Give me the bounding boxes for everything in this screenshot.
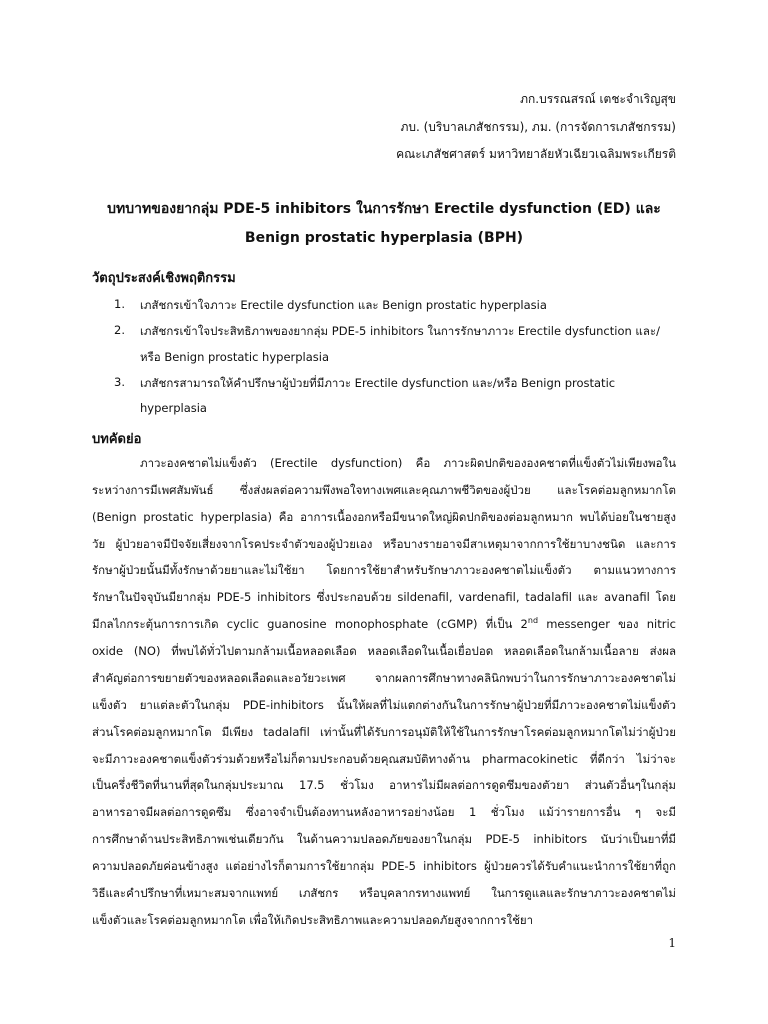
abstract-line: จะมีภาวะองคชาตแข็งตัวร่วมด้วยหรือไม่ก็ตามประกอบด้วยคุณสมบัติทางด้าน pharmacokinetic ที่ดีกว่า ไม่ว่าจะ — [92, 752, 676, 766]
abstract-line: oxide (NO) ที่พบได้ทั่วไปตามกล้ามเนื้อหลอดเลือด หลอดเลือดในเนื้อเยื่อปอด หลอดเลือดในกล้ามเนื้อลาย ส่งผล — [92, 644, 676, 658]
abstract-line: (Benign prostatic hyperplasia) คือ อาการเนื้องอกหรือมีขนาดใหญ่ผิดปกติของต่อมลูกหมาก พบได้บ่อยในชายสูง — [92, 510, 676, 524]
ordinal-suffix: nd — [527, 616, 539, 626]
objective-text: เภสัชกรเข้าใจภาวะ Erectile dysfunction และ Benign prostatic hyperplasia — [140, 298, 547, 312]
objective-text: เภสัชกรเข้าใจประสิทธิภาพของยากลุ่ม PDE-5 inhibitors ในการรักษาภาวะ Erectile dysfunction และ/ — [140, 324, 660, 338]
abstract-line: ภาวะองคชาตไม่แข็งตัว (Erectile dysfunction) คือ ภาวะผิดปกติขององคชาตที่แข็งตัวไม่เพียงพอใน — [140, 456, 676, 470]
abstract-line: เป็นครึ่งชีวิตที่นานที่สุดในกลุ่มประมาณ 17.5 ชั่วโมง อาหารไม่มีผลต่อการดูดซึมของตัวยา ส่วนตัวอื่นๆในกลุ่ม — [92, 778, 676, 792]
abstract-line: ส่วนโรคต่อมลูกหมากโต มีเพียง tadalafil เท่านั้นที่ได้รับการอนุมัติให้ใช้ในการรักษาโรคต่อมลูกหมากโตไม่ว่าผู้ป่วย — [92, 725, 676, 739]
abstract-line: รักษาผู้ป่วยนั้นมีทั้งรักษาด้วยยาและไม่ใช้ยา โดยการใช้ยาสำหรับรักษาภาวะองคชาตไม่แข็งตัว ตามแนวทางการ — [92, 563, 676, 577]
objective-text: เภสัชกรสามารถให้คำปรึกษาผู้ป่วยที่มีภาวะ Erectile dysfunction และ/หรือ Benign prostatic — [140, 376, 616, 390]
objective-number: 2. — [114, 323, 125, 337]
abstract-line: วิธีและคำปรึกษาที่เหมาะสมจากแพทย์ เภสัชกร หรือบุคลากรทางแพทย์ ในการดูแลและรักษาภาวะองคชาตไม่ — [92, 886, 676, 900]
document-title-line-2: Benign prostatic hyperplasia (BPH) — [244, 230, 524, 246]
objective-number: 3. — [114, 375, 125, 389]
abstract-line: ความปลอดภัยค่อนข้างสูง แต่อย่างไรก็ตามการใช้ยากลุ่ม PDE-5 inhibitors ผู้ป่วยควรได้รับคำแนะนำการใช้ยาที่ถูก — [92, 859, 676, 873]
author-affiliation: คณะเภสัชศาสตร์ มหาวิทยาลัยหัวเฉียวเฉลิมพระเกียรติ — [396, 147, 676, 161]
abstract-line: มีกลไกกระตุ้นการการเกิด cyclic guanosine monophosphate (cGMP) ที่เป็น 2nd messenger ของ nitric — [92, 616, 676, 631]
abstract-line: สำคัญต่อการขยายตัวของหลอดเลือดและอวัยวะเพศ จากผลการศึกษาทางคลินิกพบว่าในการรักษาภาวะองคชาตไม่ — [92, 671, 676, 685]
author-name: ภก.บรรณสรณ์ เตชะจำเริญสุข — [520, 92, 676, 106]
objective-text-continued: hyperplasia — [140, 401, 207, 415]
page-number: 1 — [668, 936, 676, 950]
document-title-line-1: บทบาทของยากลุ่ม PDE-5 inhibitors ในการรักษา Erectile dysfunction (ED) และ — [107, 201, 661, 217]
objective-text-continued: หรือ Benign prostatic hyperplasia — [140, 350, 330, 364]
objective-number: 1. — [114, 297, 125, 311]
abstract-line: อาหารอาจมีผลต่อการดูดซึม ซึ่งอาจจำเป็นต้องทานหลังอาหารอย่างน้อย 1 ชั่วโมง แม้ว่ารายการอื่น ๆ จะมี — [92, 805, 676, 819]
abstract-line: ระหว่างการมีเพศสัมพันธ์ ซึ่งส่งผลต่อความพึงพอใจทางเพศและคุณภาพชีวิตของผู้ป่วย และโรคต่อมลูกหมากโต — [92, 483, 676, 497]
abstract-heading: บทคัดย่อ — [92, 432, 142, 447]
objectives-heading: วัตถุประสงค์เชิงพฤติกรรม — [92, 271, 236, 286]
abstract-line: วัย ผู้ป่วยอาจมีปัจจัยเสี่ยงจากโรคประจำตัวของผู้ป่วยเอง หรือบางรายอาจมีสาเหตุมาจากการใช้ยาบางชนิด และการ — [92, 537, 676, 551]
abstract-line: แข็งตัว ยาแต่ละตัวในกลุ่ม PDE-inhibitors นั้นให้ผลที่ไม่แตกต่างกันในการรักษาผู้ป่วยที่มีภาวะองคชาตไม่แข็งตัว — [92, 698, 676, 712]
author-degrees: ภบ. (บริบาลเภสัชกรรม), ภม. (การจัดการเภสัชกรรม) — [400, 120, 676, 134]
abstract-line: การศึกษาด้านประสิทธิภาพเช่นเดียวกัน ในด้านความปลอดภัยของยาในกลุ่ม PDE-5 inhibitors นับว่าเป็นยาที่มี — [92, 832, 676, 846]
abstract-line: แข็งตัวและโรคต่อมลูกหมากโต เพื่อให้เกิดประสิทธิภาพและความปลอดภัยสูงจากการใช้ยา — [92, 913, 534, 927]
abstract-line: รักษาในปัจจุบันมียากลุ่ม PDE-5 inhibitors ซึ่งประกอบด้วย sildenafil, vardenafil, tadalafil และ avanafil โดย — [92, 590, 676, 604]
